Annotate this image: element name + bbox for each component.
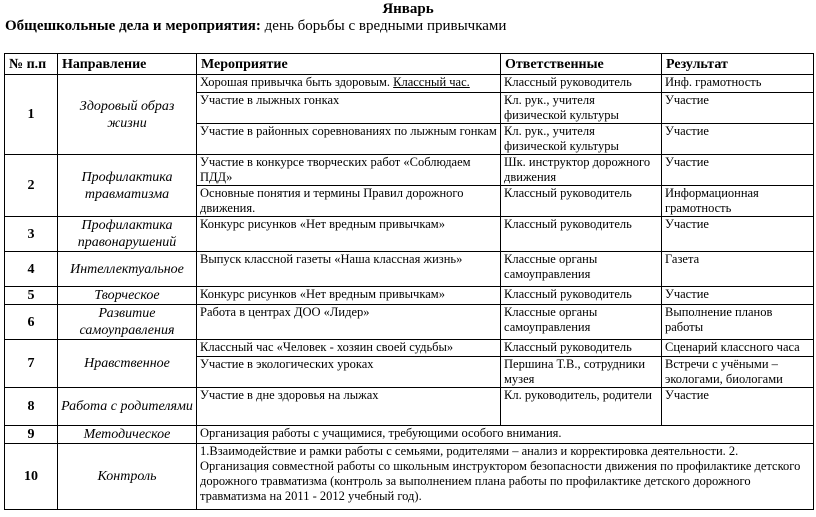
row-direction: Здоровый образ жизни [58, 75, 197, 155]
col-header-num: № п.п [5, 54, 58, 75]
result-cell: Участие [662, 124, 814, 155]
result-cell: Инф. грамотность [662, 75, 814, 93]
responsible-cell: Классный руководитель [501, 75, 662, 93]
result-cell: Газета [662, 252, 814, 287]
responsible-cell: Классный руководитель [501, 186, 662, 217]
row-number: 10 [5, 444, 58, 510]
event-cell [197, 217, 501, 252]
table-row [5, 426, 814, 444]
result-cell: Участие [662, 388, 814, 426]
table-row [5, 305, 814, 340]
row-number: 5 [5, 287, 58, 305]
responsible-cell: Классный руководитель [501, 340, 662, 357]
event-cell [197, 305, 501, 340]
result-cell: Участие [662, 217, 814, 252]
table-row [5, 287, 814, 305]
event-text: Конкурс рисунков «Нет вредным привычкам» [200, 217, 445, 231]
row-number: 3 [5, 217, 58, 252]
event-text: Классный час «Человек - хозяин своей судьбы» [200, 340, 454, 354]
responsible-cell: Классные органы самоуправления [501, 305, 662, 340]
table-row [5, 388, 814, 426]
subtitle-bold: Общешкольные дела и мероприятия: [5, 18, 261, 34]
event-cell [197, 340, 501, 357]
event-text: Участие в дне здоровья на лыжах [200, 388, 379, 402]
event-cell [197, 124, 501, 155]
table-body [5, 75, 814, 510]
result-cell: Участие [662, 93, 814, 124]
responsible-cell: Кл. рук., учителя физической культуры [501, 93, 662, 124]
month-title: Январь [382, 1, 434, 17]
event-text: Основные понятия и термины Правил дорожного движения. [200, 186, 464, 215]
result-cell: Участие [662, 287, 814, 305]
event-cell [197, 186, 501, 217]
result-cell: Встречи с учёными – экологами, биологами [662, 357, 814, 388]
event-text: Работа в центрах ДОО «Лидер» [200, 305, 370, 319]
row-number: 8 [5, 388, 58, 426]
event-cell [197, 155, 501, 186]
row-direction: Интеллектуальное [58, 252, 197, 287]
event-cell [197, 252, 501, 287]
event-text: Хорошая привычка быть здоровым. [200, 75, 391, 89]
wide-text-cell: Организация работы с учащимися, требующими особого внимания. [197, 426, 814, 444]
wide-text-cell: 1.Взаимодействие и рамки работы с семьями, родителями – анализ и корректировка деятельности. 2. Организация совместной работы со школьным инструктором безопасности движения по профилактике детского дорожного травматизма (контроль за выполнением плана работы по профилактике детского дорожного травматизма на 2011 - 2012 учебный год). [197, 444, 814, 510]
table-row [5, 252, 814, 287]
row-direction: Профилактика травматизма [58, 155, 197, 217]
event-text-underlined: Классный час. [393, 75, 470, 89]
row-direction: Контроль [58, 444, 197, 510]
subtitle-rest: день борьбы с вредными привычками [260, 18, 507, 34]
event-cell [197, 287, 501, 305]
row-direction: Методическое [58, 426, 197, 444]
responsible-cell: Кл. руководитель, родители [501, 388, 662, 426]
plan-table [4, 53, 814, 510]
event-text: Участие в районных соревнованиях по лыжным гонкам [200, 124, 497, 138]
row-direction: Творческое [58, 287, 197, 305]
row-number: 7 [5, 340, 58, 388]
col-header-responsible: Ответственные [501, 54, 662, 75]
row-number: 4 [5, 252, 58, 287]
table-row [5, 75, 814, 93]
page-subtitle [5, 17, 506, 35]
table-row [5, 340, 814, 357]
row-direction: Развитие самоуправления [58, 305, 197, 340]
table-row [5, 155, 814, 186]
responsible-cell: Шк. инструктор дорожного движения [501, 155, 662, 186]
event-cell [197, 75, 501, 93]
responsible-cell: Классный руководитель [501, 217, 662, 252]
responsible-cell: Кл. рук., учителя физической культуры [501, 124, 662, 155]
row-number: 6 [5, 305, 58, 340]
event-text: Участие в конкурсе творческих работ «Соблюдаем ПДД» [200, 155, 471, 184]
result-cell: Информационная грамотность [662, 186, 814, 217]
row-direction: Работа с родителями [58, 388, 197, 426]
responsible-cell: Классные органы самоуправления [501, 252, 662, 287]
table-header-row [5, 54, 814, 75]
event-text: Конкурс рисунков «Нет вредным привычкам» [200, 287, 445, 301]
result-cell: Участие [662, 155, 814, 186]
row-direction: Нравственное [58, 340, 197, 388]
event-text: Участие в экологических уроках [200, 357, 374, 371]
row-number: 2 [5, 155, 58, 217]
table-row [5, 444, 814, 510]
event-cell [197, 388, 501, 426]
responsible-cell: Классный руководитель [501, 287, 662, 305]
event-text: Участие в лыжных гонках [200, 93, 340, 107]
event-text: Выпуск классной газеты «Наша классная жизнь» [200, 252, 463, 266]
col-header-result: Результат [662, 54, 814, 75]
col-header-event: Мероприятие [197, 54, 501, 75]
row-number: 1 [5, 75, 58, 155]
event-cell [197, 357, 501, 388]
responsible-cell: Першина Т.В., сотрудники музея [501, 357, 662, 388]
result-cell: Сценарий классного часа [662, 340, 814, 357]
table-row [5, 217, 814, 252]
row-number: 9 [5, 426, 58, 444]
result-cell: Выполнение планов работы [662, 305, 814, 340]
row-direction: Профилактика правонарушений [58, 217, 197, 252]
col-header-direction: Направление [58, 54, 197, 75]
event-cell [197, 93, 501, 124]
